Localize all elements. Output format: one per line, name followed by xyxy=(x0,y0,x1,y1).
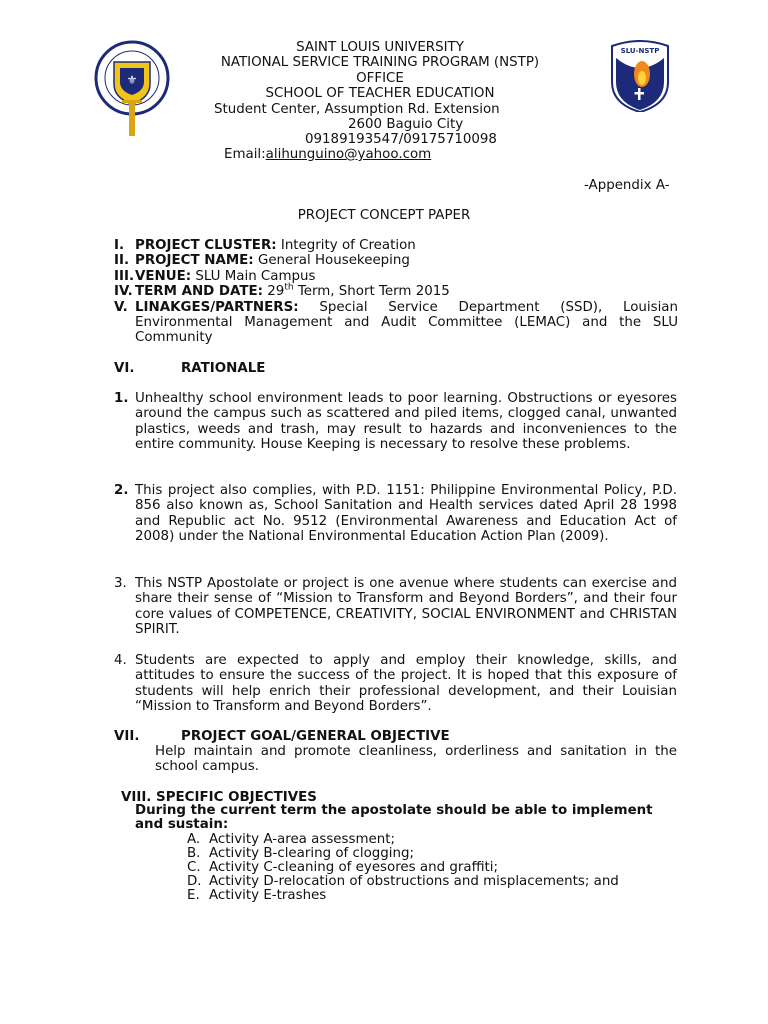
info-label: TERM AND DATE: xyxy=(135,284,264,300)
info-label: PROJECT NAME: xyxy=(135,253,254,269)
rationale-item-text: Unhealthy school environment leads to poor learning. Obstructions or eyesores around the campus such as scattered and piled items, clogged canal, unwanted plastics, weeds and trash, may result to hazards and inconveniences to the entire community. House Keeping is necessary to resolve these problems. xyxy=(135,391,677,453)
info-value-suffix: th xyxy=(284,282,294,293)
list-text: Activity C-cleaning of eyesores and graffiti; xyxy=(209,860,498,875)
rationale-item-number: 4. xyxy=(114,653,127,668)
info-value: Integrity of Creation xyxy=(280,238,416,253)
document-title: PROJECT CONCEPT PAPER xyxy=(297,208,471,223)
letterhead xyxy=(170,40,590,102)
rationale-item xyxy=(114,653,677,715)
info-value: General Housekeeping xyxy=(257,253,410,269)
list-marker: A. xyxy=(187,832,201,847)
header-line: NATIONAL SERVICE TRAINING PROGRAM (NSTP) xyxy=(220,55,540,71)
list-marker: D. xyxy=(187,874,202,889)
info-label: LINAKGES/PARTNERS: xyxy=(135,299,299,315)
specific-list xyxy=(187,833,667,903)
header-city: 2600 Baguio City xyxy=(348,117,464,132)
rationale-number: VI. xyxy=(114,361,135,376)
list-text: Activity B-clearing of clogging; xyxy=(209,846,415,861)
info-number: V. xyxy=(114,299,128,315)
list-item xyxy=(187,861,667,875)
rationale-item-text: Students are expected to apply and employ their knowledge, skills, and attitudes to ensure the success of the project. It is hoped that this exposure of students will help enrich their professional development, and their Louisian “Mission to Transform and Beyond Borders”. xyxy=(135,653,677,715)
info-value: SLU Main Campus xyxy=(195,268,316,284)
rationale-item xyxy=(114,391,677,453)
list-marker: C. xyxy=(187,860,201,875)
info-value: Term, Short Term 2015 xyxy=(297,284,450,300)
header-line: SAINT LOUIS UNIVERSITY xyxy=(296,40,464,55)
info-number: III. xyxy=(114,268,135,284)
svg-text:SLU-NSTP: SLU-NSTP xyxy=(620,47,660,55)
info-section xyxy=(114,238,678,346)
svg-text:⚜: ⚜ xyxy=(126,73,138,87)
list-item xyxy=(187,847,667,861)
list-marker: E. xyxy=(187,888,200,903)
email-link[interactable]: alihunguino@yahoo.com xyxy=(265,147,432,162)
info-value: Special Service Department (SSD), Louisian Environmental Management and Audit Committee (LEMAC) and the SLU Community xyxy=(135,299,678,346)
info-row-term xyxy=(114,284,678,299)
header-phones: 09189193547/09175710098 xyxy=(305,132,497,147)
info-row-cluster xyxy=(114,238,678,253)
rationale-item-number: 2. xyxy=(114,483,129,498)
email-label: Email: xyxy=(224,147,266,162)
slu-nstp-logo xyxy=(608,40,672,112)
header-line: OFFICE xyxy=(356,70,404,86)
rationale-item xyxy=(114,576,677,638)
info-label: PROJECT CLUSTER: xyxy=(135,238,277,253)
list-item xyxy=(187,889,667,903)
slu-seal-logo xyxy=(92,40,172,120)
info-number: I. xyxy=(114,238,125,253)
header-line: SCHOOL OF TEACHER EDUCATION xyxy=(265,86,495,102)
list-item xyxy=(187,833,667,847)
list-item xyxy=(187,875,667,889)
rationale-item-number: 3. xyxy=(114,576,127,591)
rationale-item xyxy=(114,483,677,545)
rationale-item-text: This NSTP Apostolate or project is one avenue where students can exercise and share their sense of “Mission to Transform and Beyond Borders”, and their four core values of COMPETENCE, CREATIVITY, SOCIAL ENVIRONMENT and CHRISTAN SPIRIT. xyxy=(135,576,677,638)
goal-heading: PROJECT GOAL/GENERAL OBJECTIVE xyxy=(181,729,450,744)
appendix-label: -Appendix A- xyxy=(584,178,670,193)
info-row-venue xyxy=(114,269,678,284)
info-row-name xyxy=(114,253,678,268)
info-number: IV. xyxy=(114,284,133,300)
header-email-line xyxy=(224,147,431,162)
rationale-item-text: This project also complies, with P.D. 1151: Philippine Environmental Policy, P.D. 856 also known as, School Sanitation and Health services dated April 28 1998 and Republic act No. 9512 (Environmental Awareness and Education Act of 2008) under the National Environmental Education Action Plan (2009). xyxy=(135,483,677,545)
specific-heading: VIII. SPECIFIC OBJECTIVES xyxy=(121,790,317,805)
goal-number: VII. xyxy=(114,729,140,744)
info-label: VENUE: xyxy=(135,268,192,284)
info-row-partners xyxy=(114,300,678,346)
header-address: Student Center, Assumption Rd. Extension xyxy=(214,102,500,117)
list-marker: B. xyxy=(187,846,201,861)
goal-text: Help maintain and promote cleanliness, orderliness and sanitation in the school campus. xyxy=(155,744,677,775)
rationale-heading: RATIONALE xyxy=(181,361,266,376)
rationale-item-number: 1. xyxy=(114,391,129,406)
specific-intro: During the current term the apostolate should be able to implement and sustain: xyxy=(135,803,653,832)
info-number: II. xyxy=(114,253,130,269)
list-text: Activity D-relocation of obstructions and misplacements; and xyxy=(209,874,619,889)
info-value-ordinal: 29 xyxy=(267,284,285,300)
list-text: Activity A-area assessment; xyxy=(209,832,396,847)
list-text: Activity E-trashes xyxy=(209,888,327,903)
